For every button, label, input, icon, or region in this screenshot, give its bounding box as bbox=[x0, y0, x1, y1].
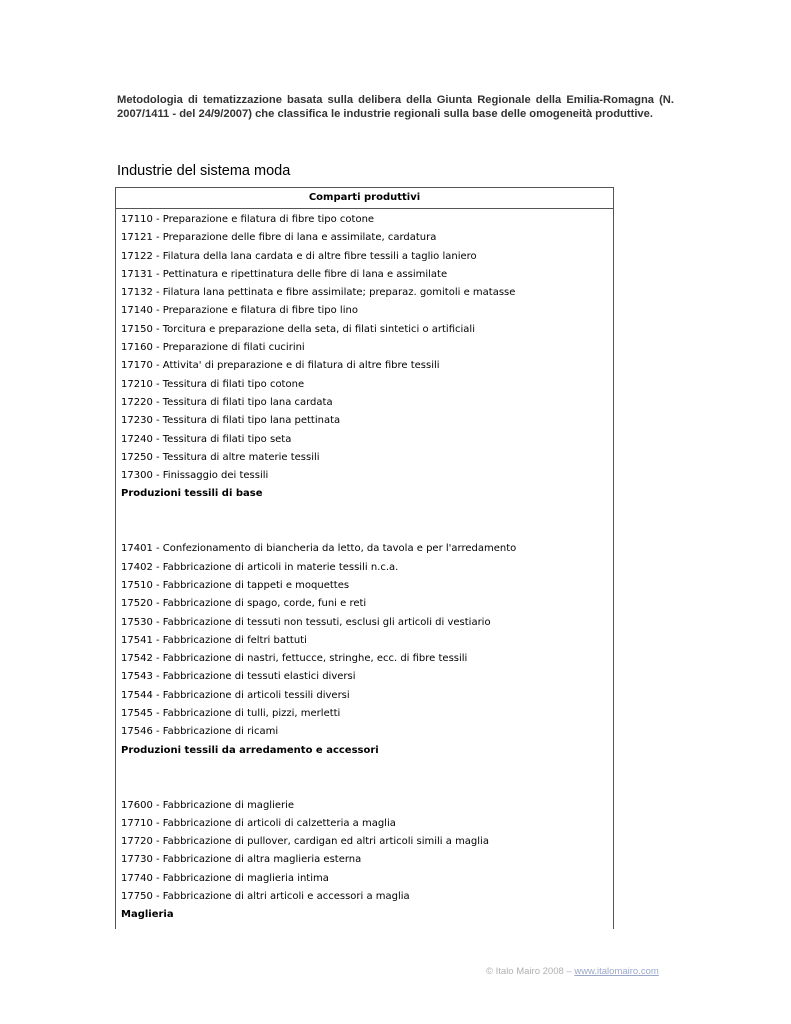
group-label-produzioni-tessili-arredamento: Produzioni tessili da arredamento e accessori bbox=[121, 744, 379, 756]
table-row: 17730 - Fabbricazione di altra maglieria esterna bbox=[121, 854, 362, 866]
table-header: Comparti produttivi bbox=[116, 188, 613, 209]
group-spacer bbox=[116, 504, 613, 541]
table-row: 17132 - Filatura lana pettinata e fibre assimilate; preparaz. gomitoli e matasse bbox=[121, 287, 516, 299]
table-row: 17542 - Fabbricazione di nastri, fettucce, stringhe, ecc. di fibre tessili bbox=[121, 653, 468, 665]
table-row: 17544 - Fabbricazione di articoli tessili diversi bbox=[121, 689, 350, 701]
footer-copyright bbox=[486, 966, 659, 977]
table-row: 17543 - Fabbricazione di tessuti elastici diversi bbox=[121, 671, 356, 683]
section-title: Industrie del sistema moda bbox=[117, 163, 291, 179]
copyright-text: © Italo Mairo 2008 – bbox=[486, 966, 575, 977]
group-spacer bbox=[116, 760, 613, 797]
table-row: 17545 - Fabbricazione di tulli, pizzi, merletti bbox=[121, 708, 341, 720]
table-row: 17220 - Tessitura di filati tipo lana cardata bbox=[121, 396, 333, 408]
table-row: 17300 - Finissaggio dei tessili bbox=[121, 470, 269, 482]
table-row: 17240 - Tessitura di filati tipo seta bbox=[121, 433, 292, 445]
table-row: 17160 - Preparazione di filati cucirini bbox=[121, 342, 305, 354]
table-row: 17170 - Attivita' di preparazione e di filatura di altre fibre tessili bbox=[121, 360, 440, 372]
table-row: 17250 - Tessitura di altre materie tessili bbox=[121, 451, 320, 463]
table-row: 17140 - Preparazione e filatura di fibre tipo lino bbox=[121, 305, 358, 317]
table-row: 17210 - Tessitura di filati tipo cotone bbox=[121, 378, 305, 390]
table-row: 17546 - Fabbricazione di ricami bbox=[121, 726, 279, 738]
intro-paragraph: Metodologia di tematizzazione basata sulla delibera della Giunta Regionale della Emilia-Romagna (N. 2007/1411 - del 24/9/2007) che classifica le industrie regionali sulla base delle omogeneità produttive. bbox=[117, 94, 674, 120]
table-row: 17530 - Fabbricazione di tessuti non tessuti, esclusi gli articoli di vestiario bbox=[121, 616, 491, 628]
table-row: 17150 - Torcitura e preparazione della seta, di filati sintetici o artificiali bbox=[121, 323, 475, 335]
table-row: 17230 - Tessitura di filati tipo lana pettinata bbox=[121, 415, 341, 427]
table-row: 17750 - Fabbricazione di altri articoli e accessori a maglia bbox=[121, 890, 410, 902]
table-row: 17121 - Preparazione delle fibre di lana e assimilate, cardatura bbox=[121, 232, 437, 244]
table-row: 17510 - Fabbricazione di tappeti e moquettes bbox=[121, 579, 350, 591]
table-row: 17740 - Fabbricazione di maglieria intima bbox=[121, 872, 329, 884]
table-row: 17110 - Preparazione e filatura di fibre tipo cotone bbox=[121, 214, 375, 225]
table-row: 17520 - Fabbricazione di spago, corde, funi e reti bbox=[121, 598, 367, 610]
table-row: 17401 - Confezionamento di biancheria da letto, da tavola e per l'arredamento bbox=[121, 543, 517, 555]
table-row: 17402 - Fabbricazione di articoli in materie tessili n.c.a. bbox=[121, 561, 399, 573]
website-link[interactable]: www.italomairo.com bbox=[574, 966, 659, 977]
table-row: 17131 - Pettinatura e ripettinatura delle fibre di lana e assimilate bbox=[121, 268, 448, 280]
table-body bbox=[116, 209, 613, 925]
table-row: 17122 - Filatura della lana cardata e di altre fibre tessili a taglio laniero bbox=[121, 250, 477, 262]
table-row: 17720 - Fabbricazione di pullover, cardigan ed altri articoli simili a maglia bbox=[121, 836, 489, 848]
group-label-maglieria: Maglieria bbox=[121, 909, 174, 921]
table-row: 17541 - Fabbricazione di feltri battuti bbox=[121, 634, 307, 646]
group-label-produzioni-tessili-di-base: Produzioni tessili di base bbox=[121, 488, 263, 500]
table-row: 17710 - Fabbricazione di articoli di calzetteria a maglia bbox=[121, 817, 396, 829]
table-row: 17600 - Fabbricazione di maglierie bbox=[121, 799, 295, 811]
comparti-table bbox=[115, 187, 614, 929]
